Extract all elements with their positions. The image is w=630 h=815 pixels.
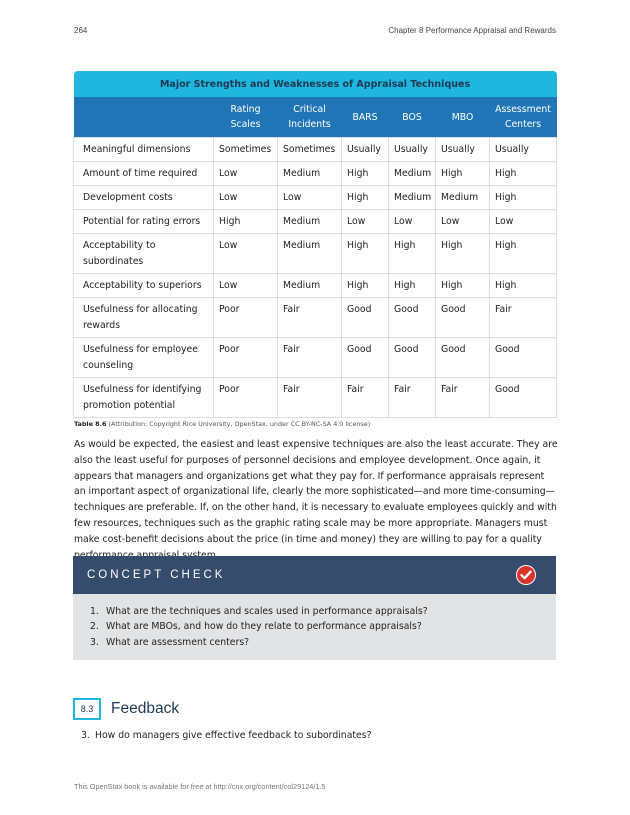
table-cell: Fair (342, 378, 389, 418)
caption-attribution: (Attribution: Copyright Rice University, OpenStax, under CC BY-NC-SA 4.0 license) (106, 420, 371, 428)
table-cell: Low (389, 210, 436, 234)
concept-check-header (73, 556, 556, 594)
table-cell: Good (389, 338, 436, 378)
table-cell: Usually (342, 138, 389, 162)
concept-check-item (90, 635, 556, 650)
table-cell: Medium (436, 186, 490, 210)
table-header-row (74, 97, 557, 138)
table-cell: High (342, 186, 389, 210)
table-cell: Low (214, 274, 278, 298)
table-row (74, 298, 557, 338)
table-row (74, 338, 557, 378)
section-number-badge: 8.3 (73, 698, 101, 720)
row-label: Usefulness for identifying promotion potential (74, 378, 214, 418)
row-label: Usefulness for employee counseling (74, 338, 214, 378)
table-cell: Medium (278, 274, 342, 298)
table-cell: Good (342, 338, 389, 378)
column-header: Critical Incidents (278, 97, 342, 138)
table-cell: High (342, 162, 389, 186)
table-cell: Medium (278, 162, 342, 186)
table-cell: Fair (436, 378, 490, 418)
table-body (74, 138, 557, 418)
table-row (74, 210, 557, 234)
page-footer: This OpenStax book is available for free at http://cnx.org/content/col29124/1.5 (74, 782, 326, 791)
row-label: Potential for rating errors (74, 210, 214, 234)
item-text: What are assessment centers? (106, 636, 250, 648)
table-cell: High (490, 162, 557, 186)
table-cell: Sometimes (278, 138, 342, 162)
table-cell: High (436, 234, 490, 274)
row-label: Acceptability to subordinates (74, 234, 214, 274)
table-cell: Low (214, 186, 278, 210)
table-cell: High (436, 274, 490, 298)
appraisal-table (73, 71, 557, 418)
item-number: 1. (90, 606, 99, 617)
body-paragraph: As would be expected, the easiest and least expensive techniques are also the least accurate. They are also the least useful for purposes of personnel decisions and employee development. Once again, it appears that managers and organizations get what they pay for. If performance appraisals represent an important aspect of organizational life, clearly the more sophisticated—and more time-consuming—techniques are preferable. If, on the other hand, it is necessary to evaluate employees quickly and with few resources, techniques such as the graphic rating scale may be more appropriate. Managers must make cost-benefit decisions about the price (in time and money) they are willing to pay for a quality (74, 439, 558, 545)
concept-check-item (90, 604, 556, 619)
table-cell: Usually (490, 138, 557, 162)
table-cell: Poor (214, 378, 278, 418)
table-cell: Medium (278, 210, 342, 234)
table-row (74, 234, 557, 274)
concept-check-box (73, 556, 556, 660)
table-cell: Good (436, 338, 490, 378)
item-number: 3. (90, 636, 99, 648)
table-cell: Low (214, 162, 278, 186)
table-cell: Poor (214, 298, 278, 338)
table-cell: High (490, 274, 557, 298)
table-cell: Fair (278, 378, 342, 418)
column-header: BOS (389, 97, 436, 138)
table-cell: High (436, 162, 490, 186)
table-row (74, 162, 557, 186)
column-header: Rating Scales (214, 97, 278, 138)
table-row (74, 186, 557, 210)
check-circle-icon (516, 565, 536, 585)
table-cell: Low (214, 234, 278, 274)
table-cell: Good (342, 298, 389, 338)
table-cell: Good (389, 298, 436, 338)
concept-check-title: CONCEPT CHECK (87, 569, 226, 581)
table-cell: Low (490, 210, 557, 234)
section-heading (73, 698, 179, 720)
table-cell: Usually (436, 138, 490, 162)
table-cell: Sometimes (214, 138, 278, 162)
objective-number: 3. (81, 730, 90, 741)
table-cell: Poor (214, 338, 278, 378)
table-row (74, 378, 557, 418)
table-cell: High (214, 210, 278, 234)
objective-text: How do managers give effective feedback to subordinates? (95, 730, 372, 741)
table-caption (74, 420, 370, 428)
table-cell: Low (436, 210, 490, 234)
concept-check-list (73, 594, 556, 650)
table-cell: Good (490, 378, 557, 418)
table-cell: Good (436, 298, 490, 338)
row-label: Amount of time required (74, 162, 214, 186)
table-cell: Usually (389, 138, 436, 162)
learning-objective (81, 730, 372, 741)
column-header: BARS (342, 97, 389, 138)
table-cell: High (389, 274, 436, 298)
table-cell: Medium (389, 162, 436, 186)
page-number: 264 (74, 26, 88, 35)
chapter-title: Chapter 8 Performance Appraisal and Rewards (388, 26, 556, 35)
concept-check-item (90, 619, 556, 634)
table-cell: Fair (278, 338, 342, 378)
table-cell: High (389, 234, 436, 274)
row-label: Development costs (74, 186, 214, 210)
row-label: Acceptability to superiors (74, 274, 214, 298)
item-text: What are MBOs, and how do they relate to performance appraisals? (106, 621, 422, 633)
table-row (74, 274, 557, 298)
table-cell: Fair (278, 298, 342, 338)
table-cell: Fair (490, 298, 557, 338)
column-header: MBO (436, 97, 490, 138)
table-title: Major Strengths and Weaknesses of Appraisal Techniques (74, 71, 557, 97)
table-row (74, 138, 557, 162)
row-label: Meaningful dimensions (74, 138, 214, 162)
table-cell: Low (342, 210, 389, 234)
appraisal-table-container (73, 71, 556, 418)
column-header: Assessment Centers (490, 97, 557, 138)
column-header (74, 97, 214, 138)
table-cell: Low (278, 186, 342, 210)
row-label: Usefulness for allocating rewards (74, 298, 214, 338)
item-text: What are the techniques and scales used in performance appraisals? (106, 606, 428, 617)
table-cell: High (342, 234, 389, 274)
caption-label: Table 8.6 (74, 420, 107, 428)
table-cell: Fair (389, 378, 436, 418)
table-cell: Medium (278, 234, 342, 274)
section-title: Feedback (111, 700, 180, 717)
table-cell: Good (490, 338, 557, 378)
table-cell: High (342, 274, 389, 298)
table-cell: Medium (389, 186, 436, 210)
table-cell: High (490, 234, 557, 274)
table-cell: High (490, 186, 557, 210)
item-number: 2. (90, 621, 99, 633)
